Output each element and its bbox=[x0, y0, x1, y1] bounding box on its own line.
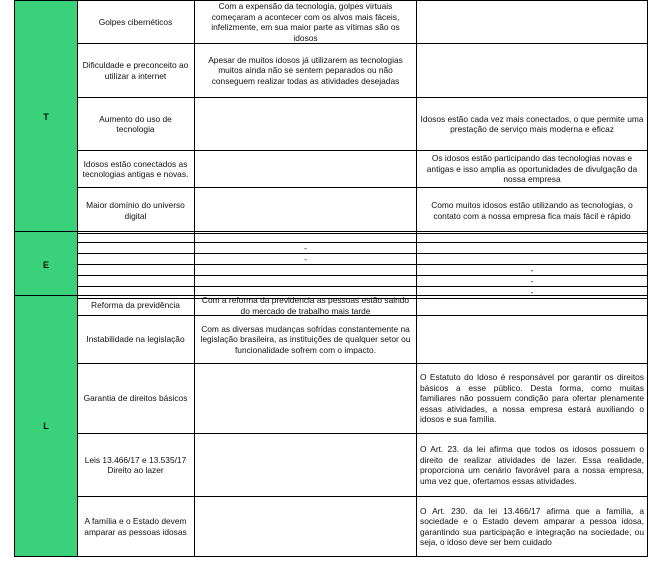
table-row bbox=[77, 254, 647, 265]
table-row bbox=[77, 151, 647, 188]
impact-cell: - bbox=[195, 254, 417, 264]
impact-cell: Com as diversas mudanças sofridas constantemente na legislação brasileira, as instituições de qualquer setor ou funcionalidade sofrem com o impacto. bbox=[195, 316, 417, 363]
table-row bbox=[77, 232, 647, 243]
section-e bbox=[14, 231, 648, 299]
opportunity-cell: O Estatuto do Idoso é responsável por garantir os direitos básicos a esse público. Desta forma, como muitas familiares não possuem condição para ofertar plenamente essas atividades, a nossa empresa estará auxiliando o idosos e sua família. bbox=[420, 372, 644, 425]
table-row bbox=[77, 497, 647, 556]
impact-cell bbox=[195, 265, 417, 275]
table-row bbox=[77, 316, 647, 364]
factor-cell bbox=[77, 265, 195, 275]
section-l bbox=[14, 295, 648, 557]
factor-cell: Maior domínio do universo digital bbox=[77, 188, 195, 233]
table-row bbox=[77, 1, 647, 44]
section-letter: T bbox=[15, 1, 78, 233]
opportunity-cell bbox=[417, 296, 647, 315]
pestel-table bbox=[14, 0, 648, 556]
factor-cell bbox=[77, 254, 195, 264]
opportunity-cell bbox=[417, 316, 647, 363]
table-row bbox=[77, 276, 647, 287]
impact-cell bbox=[195, 188, 417, 233]
table-row bbox=[77, 188, 647, 233]
impact-cell: Apesar de muitos idosos já utilizarem as tecnologias muitos ainda não se sentem peparados ou não conseguem realizar todas as atividades desejadas bbox=[195, 44, 417, 97]
opportunity-cell bbox=[417, 44, 647, 97]
opportunity-cell: Os idosos estão participando das tecnologias novas e antigas e isso amplia as oportunidades de divulgação da nossa empresa bbox=[426, 153, 638, 185]
impact-cell bbox=[195, 434, 417, 496]
opportunity-cell bbox=[417, 232, 647, 242]
factor-cell bbox=[77, 232, 195, 242]
impact-cell bbox=[195, 151, 417, 187]
impact-cell: Com a expensão da tecnologia, golpes virtuais começaram a acontecer com os alvos mais fáceis, infelizmente, em sua maior parte as vítimas são os idosos bbox=[195, 1, 417, 43]
impact-cell bbox=[195, 232, 417, 242]
factor-cell bbox=[77, 243, 195, 253]
opportunity-cell: Idosos estão cada vez mais conectados, o que permite uma prestação de serviço mais moderna e eficaz bbox=[420, 113, 644, 134]
opportunity-cell bbox=[417, 1, 647, 43]
factor-cell bbox=[77, 276, 195, 286]
table-row bbox=[77, 296, 647, 316]
table-row bbox=[77, 243, 647, 254]
opportunity-cell bbox=[417, 254, 647, 264]
factor-cell: Golpes cibernéticos bbox=[77, 1, 195, 43]
impact-cell bbox=[195, 98, 417, 150]
factor-cell: Dificuldade e preconceito ao utilizar a internet bbox=[77, 44, 195, 97]
opportunity-cell: - bbox=[530, 276, 534, 286]
opportunity-cell bbox=[417, 243, 647, 253]
factor-cell: Garantia de direitos básicos bbox=[77, 364, 195, 433]
table-row bbox=[77, 364, 647, 434]
table-row bbox=[77, 98, 647, 151]
section-letter: E bbox=[15, 232, 78, 298]
impact-cell: Com a reforma da previdencia as pessoas estão saindo do mercado de trabalho mais tarde bbox=[195, 296, 417, 315]
impact-cell bbox=[195, 364, 417, 433]
impact-cell bbox=[195, 497, 417, 556]
section-t bbox=[14, 0, 648, 234]
table-row bbox=[77, 44, 647, 98]
impact-cell bbox=[195, 276, 417, 286]
opportunity-cell: O Art. 23. da lei afirma que todos os idosos possuem o direito de realizar atividades de lazer. Essa realidade, proporciona um cenário favorável para a nossa empresa, uma vez que, ofertamos essas atividades. bbox=[420, 444, 644, 486]
opportunity-cell: Como muitos idosos estão utilizando as tecnologias, o contato com a nossa empresa fica mais fácil e rápido bbox=[431, 200, 633, 221]
opportunity-cell: O Art. 230. da lei 13.466/17 afirma que a família, a sociedade e o Estado devem amparar a pessoa idosa, garantindo sua participação e integração na sociedade, ou seja, o idoso deve ser bem cuidado bbox=[420, 505, 644, 547]
factor-cell: Idosos estão conectados as tecnologias antigas e novas. bbox=[77, 151, 195, 187]
factor-cell: Leis 13.466/17 e 13.535/17 Direito ao lazer bbox=[77, 434, 195, 496]
factor-cell: A família e o Estado devem amparar as pessoas idosas bbox=[77, 497, 195, 556]
section-letter: L bbox=[15, 296, 78, 556]
table-row bbox=[77, 434, 647, 497]
factor-cell: Aumento do uso de tecnologia bbox=[77, 98, 195, 150]
factor-cell: Instabilidade na legislação bbox=[77, 316, 195, 363]
impact-cell: - bbox=[195, 243, 417, 253]
opportunity-cell: - bbox=[530, 265, 534, 275]
factor-cell: Reforma da previdência bbox=[77, 296, 195, 315]
table-row bbox=[77, 265, 647, 276]
opportunity-cell: - bbox=[530, 287, 534, 298]
